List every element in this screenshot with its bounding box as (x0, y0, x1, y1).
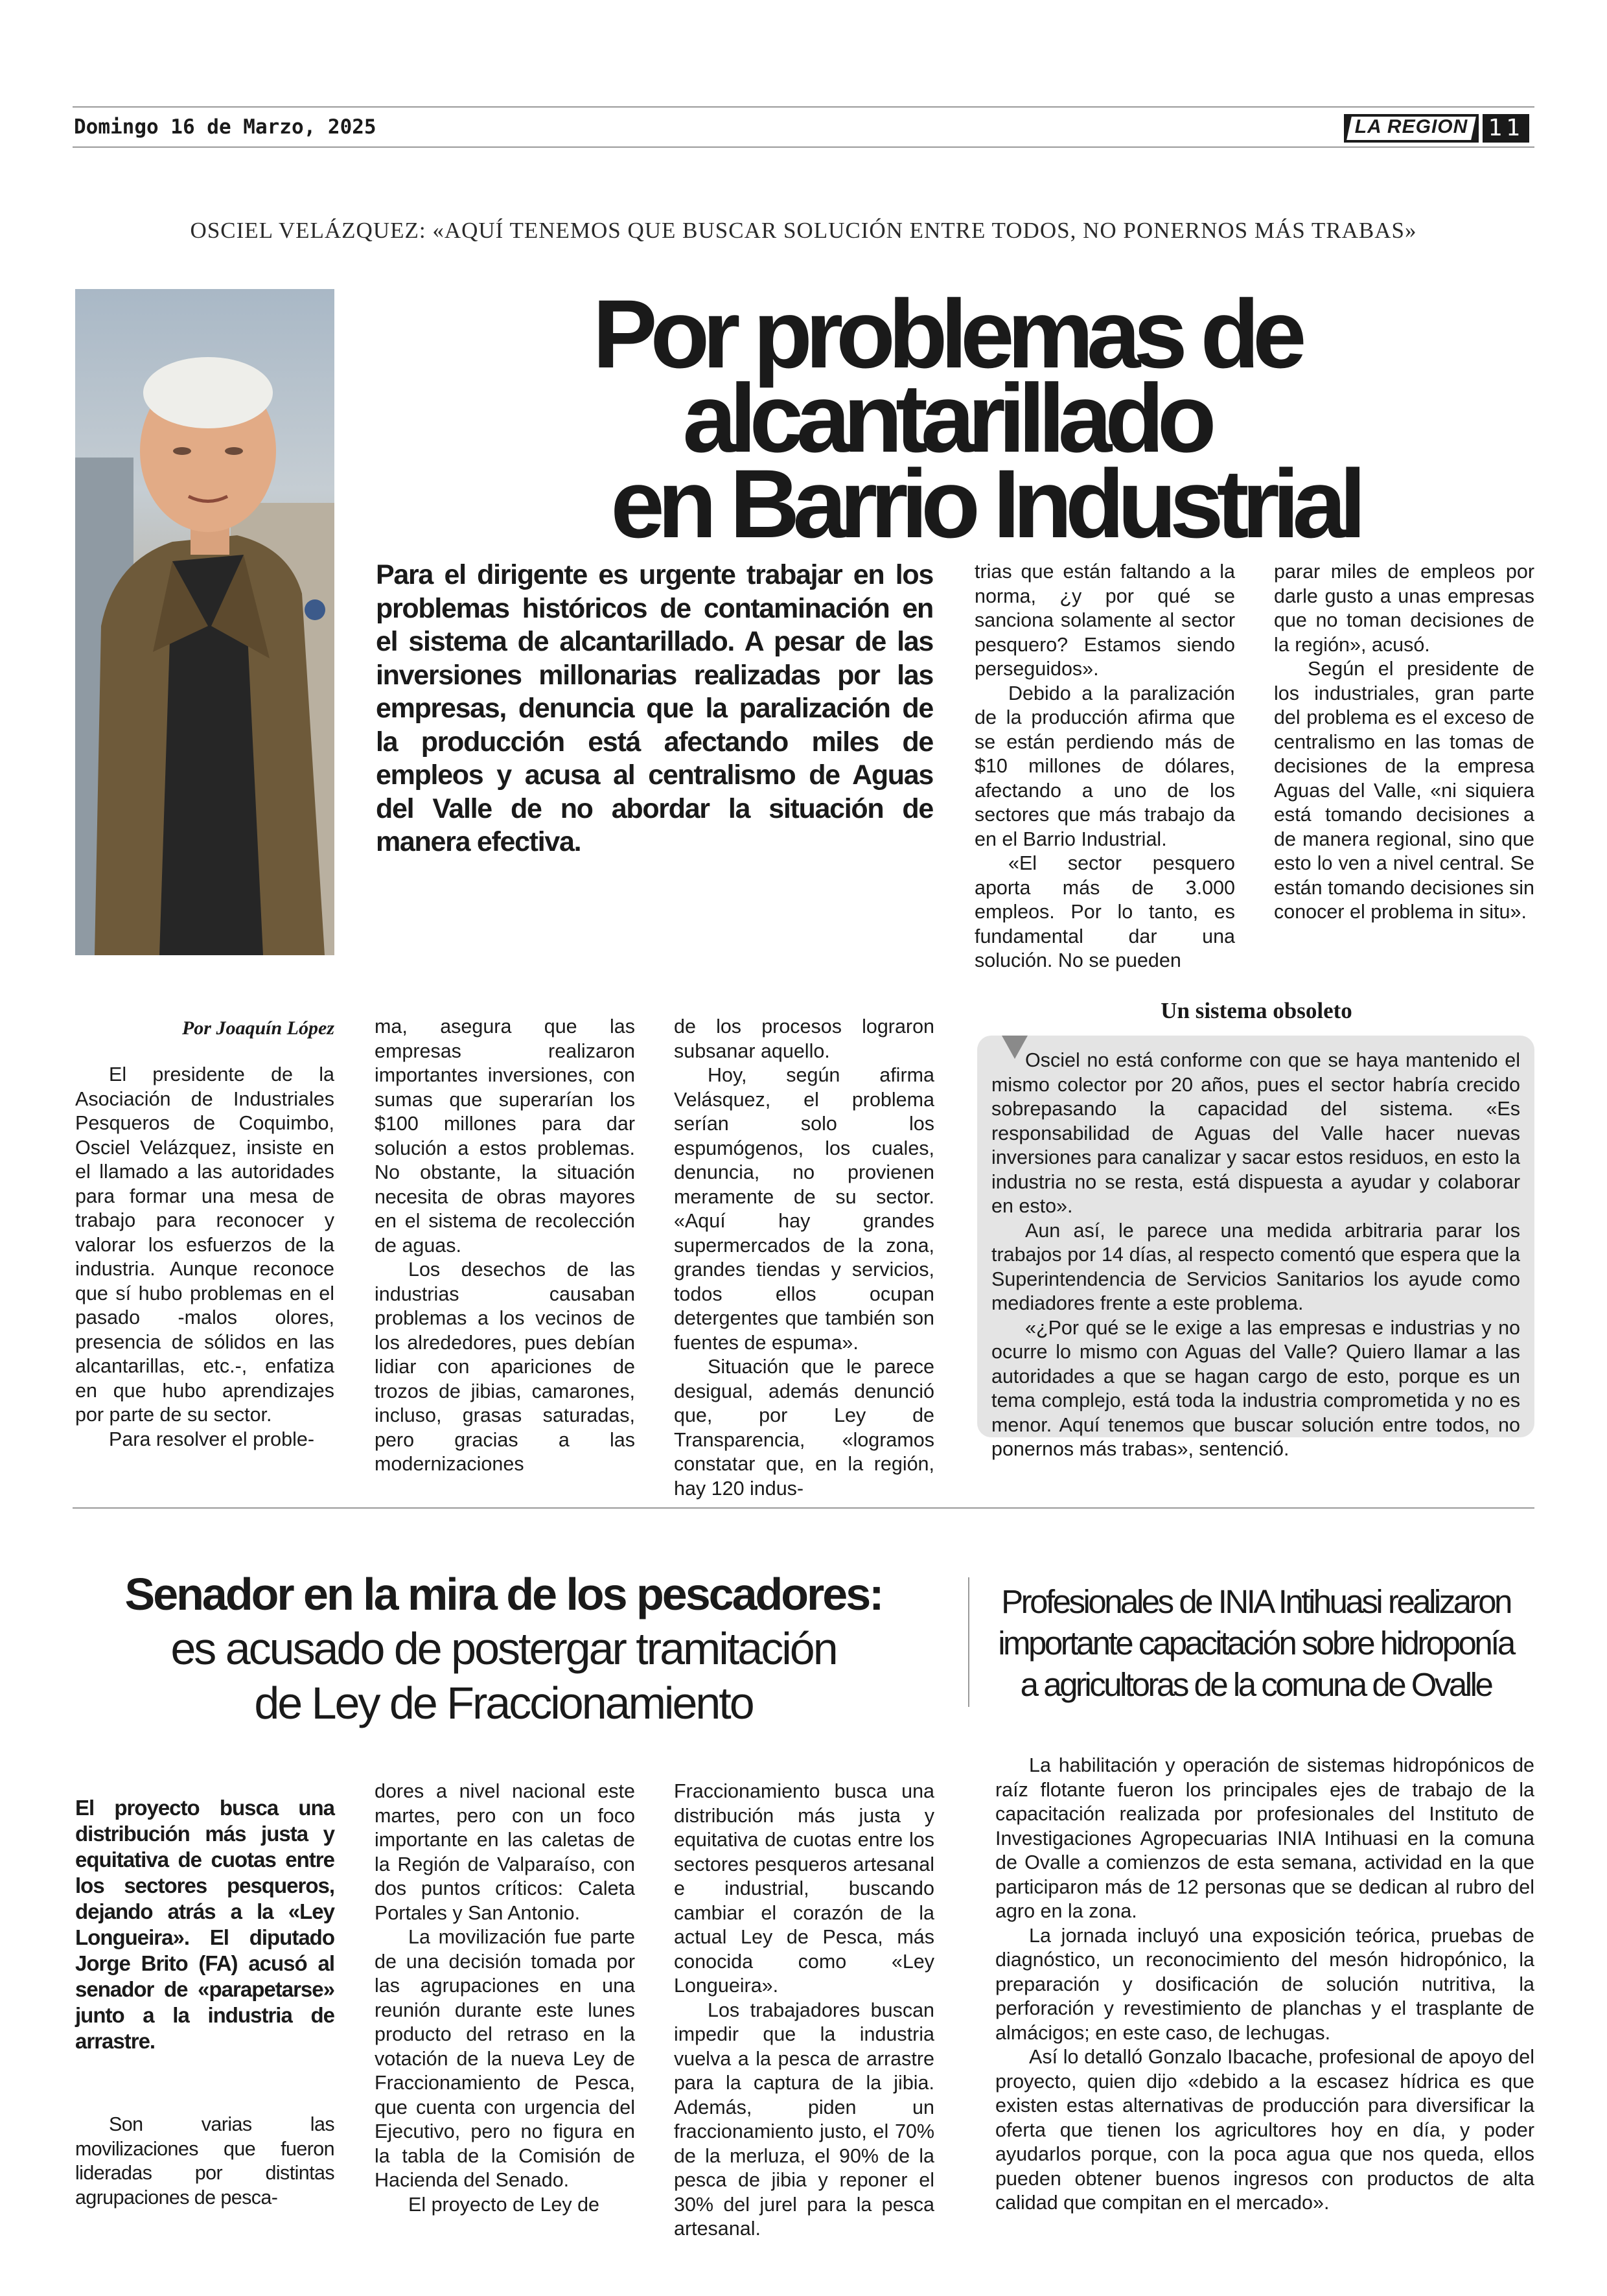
paragraph: Son varias las movilizaciones que fueron lideradas por distintas agrupaciones de pesca- (75, 2113, 334, 2209)
main-body-col1 (75, 1063, 334, 1452)
paragraph: Osciel no está conforme con que se haya mantenido el mismo colector por 20 años, pues el sector habría crecido sobrepasando la capacidad del sistema. «Es responsabilidad de Aguas del Valle hacer nuevas inversiones para canalizar y sacar estos residuos, en esto la industria no se resta, está dispuesta a ayudar y colaborar en esto». (991, 1049, 1520, 1217)
issue-date: Domingo 16 de Marzo, 2025 (74, 115, 376, 139)
paragraph: Según el presidente de los industriales, gran parte del problema es el exceso de centralismo en las tomas de decisiones de la empresa Aguas del Valle, «ni siquiera está tomando decisiones a de manera regional, sino que esto lo ven a nivel central. Se están tomando decisiones sin conocer el problema in situ». (1274, 658, 1534, 923)
main-headline-line2: en Barrio Industrial (610, 449, 1359, 558)
sidebar-text (991, 1049, 1520, 1462)
main-lead: Para el dirigente es urgente trabajar en los problemas históricos de contaminación en el sistema de alcantarillado. A pesar de las inversiones millonarias realizadas por las empresas, denuncia que la paralización de la producción está afectando miles de empleos y acusa al centralismo de Aguas del Valle de no abordar la situación de manera efectiva. (376, 559, 933, 857)
paragraph: «¿Por qué se le exige a las empresas e industrias y no ocurre lo mismo con Aguas del Valle? Quiero llamar a las autoridades a que se hagan cargo de esto, porque es un tema complejo, está toda la industria comprometida y no es menor. Aquí tenemos que buscar solución entre todos, no ponernos más trabas», sentenció. (991, 1316, 1520, 1460)
senator-lead: El proyecto busca una distribución más justa y equitativa de cuotas entre los sectores pesqueros, dejando atrás a la «Ley Longueira». El diputado Jorge Brito (FA) acusó al senador de «parapetarse» junto a la industria de arrastre. (75, 1796, 334, 2053)
paragraph: Situación que le parece desigual, además denunció que, por Ley de Transparencia, «logramos constatar que, en la región, hay 120 indus- (674, 1356, 934, 1500)
brand-name: LA REGION (1354, 116, 1468, 137)
inia-headline-line1: Profesionales de INIA Intihuasi realizaron (1001, 1583, 1510, 1620)
inia-headline-line3: a agricultoras de la comuna de Ovalle (1020, 1666, 1492, 1703)
paragraph: «El sector pesquero aporta más de 3.000 empleos. Por lo tanto, es fundamental dar una solución. No se pueden (975, 852, 1235, 971)
senator-headline-line3: de Ley de Fraccionamiento (254, 1678, 753, 1728)
paragraph: El proyecto de Ley de (408, 2193, 600, 2216)
senator-col2 (375, 1780, 635, 2217)
inia-body (995, 1754, 1534, 2216)
paragraph: Los desechos de las industrias causaban problemas a los vecinos de los alrededores, pues debían lidiar con apariciones de trozos de jibias, camarones, incluso, grasas saturadas, pero gracias a las modernizaciones (375, 1258, 635, 1475)
senator-col3 (674, 1780, 934, 2242)
main-top-col2 (1274, 560, 1534, 925)
main-headline-line1: Por problemas de alcantarillado (592, 279, 1300, 472)
paragraph: Los trabajadores buscan impedir que la industria vuelva a la pesca de arrastre para la captura de la jibia. Además, piden un fraccionamiento justo, el 70% de la merluza, el 90% de la pesca de jibia y reponer el 30% del jurel para la pesca artesanal. (674, 1999, 934, 2240)
sidebar-box (977, 1036, 1534, 1460)
paragraph: Aun así, le parece una medida arbitraria parar los trabajos por 14 días, al respecto comentó que espera que la Superintendencia de Servicios Sanitarios los ayude como mediadores frente a este problema. (991, 1219, 1520, 1314)
header-top-rule (73, 106, 1534, 108)
senator-headline-line1: Senador en la mira de los pescadores: (124, 1569, 883, 1619)
main-kicker: OSCIEL VELÁZQUEZ: «AQUÍ TENEMOS QUE BUSCAR SOLUCIÓN ENTRE TODOS, NO PONERNOS MÁS TRABAS» (190, 218, 1417, 243)
senator-headline-line2: es acusado de postergar tramitación (170, 1623, 837, 1674)
main-body-col3 (674, 1015, 934, 1501)
paragraph: de los procesos lograron subsanar aquello. (674, 1015, 934, 1062)
paragraph: parar miles de empleos por darle gusto a unas empresas que no toman decisiones de la región», acusó. (1274, 561, 1534, 656)
paragraph: Así lo detalló Gonzalo Ibacache, profesional de apoyo del proyecto, quien dijo «debido a la escasez hídrica es que existen estas alternativas de producción para diversificar la oferta que tienen los agricultores hoy en día, y poder ayudarlos porque, con la poca agua que nos queda, ellos pueden obtener buenos ingresos con productos de alta calidad que compitan en el mercado». (995, 2046, 1534, 2214)
main-top-col1 (975, 560, 1235, 973)
portrait-illustration (75, 289, 334, 955)
paragraph: Fraccionamiento busca una distribución más justa y equitativa de cuotas entre los sectores pesqueros artesanal e industrial, buscando cambiar el corazón de la actual Ley de Pesca, más conocida como «Ley Longueira». (674, 1780, 934, 1997)
brand-badge (1344, 114, 1479, 143)
inia-headline-line2: importante capacitación sobre hidroponía (998, 1625, 1514, 1662)
paragraph: La movilización fue parte de una decisión tomada por las agrupaciones en una reunión durante este lunes producto del retraso en la votación de la nueva Ley de Fraccionamiento de Pesca, que cuenta con urgencia del Ejecutivo, pero no figura en la tabla de la Comisión de Hacienda del Senado. (375, 1926, 635, 2191)
paragraph: Para resolver el proble- (109, 1428, 315, 1450)
paragraph: Hoy, según afirma Velásquez, el problema serían solo los espumógenos, los cuales, denuncia, no provienen meramente de su sector. «Aquí hay grandes supermercados de la zona, grandes tiendas y servicios, todos ellos ocupan detergentes que también son fuentes de espuma». (674, 1064, 934, 1354)
page-number: 11 (1483, 114, 1529, 143)
main-body-col2 (375, 1015, 635, 1477)
paragraph: trias que están faltando a la norma, ¿y por qué se sanciona solamente al sector pesquero? Estamos siendo perseguidos». (975, 561, 1235, 680)
paragraph: El presidente de la Asociación de Industriales Pesqueros de Coquimbo, Osciel Velázquez, insiste en el llamado a las autoridades para formar una mesa de trabajo para reconocer y valorar los esfuerzos de la industria. Aunque reconoce que sí hubo problemas en el pasado -malos olores, presencia de sólidos en las alcantarillas, etc.-, enfatiza en que hubo aprendizajes por parte de su sector. (75, 1063, 334, 1426)
portrait-photo (75, 289, 334, 955)
paragraph: ma, asegura que las empresas realizaron importantes inversiones, con sumas que superarían los $100 millones para dar solución a estos problemas. No obstante, la situación necesita de obras mayores en el sistema de recolección de aguas. (375, 1015, 635, 1257)
paragraph: La habilitación y operación de sistemas hidropónicos de raíz flotante fueron los principales ejes de trabajo de la capacitación realizada por profesionales del Instituto de Investigaciones Agropecuarias INIA Intihuasi en la comuna de Ovalle a comienzos de esta semana, actividad en la que participaron más de 12 personas que se dedican al rubro del agro en la zona. (995, 1754, 1534, 1922)
senator-headline (73, 1567, 934, 1730)
header-bottom-rule (73, 146, 1534, 148)
column-divider (968, 1577, 969, 1707)
sidebar-title: Un sistema obsoleto (1161, 998, 1352, 1023)
section-divider (73, 1507, 1534, 1509)
senator-col1-text (75, 2113, 334, 2210)
paragraph: Debido a la paralización de la producción afirma que se están perdiendo más de $10 millones de dólares, afectando a uno de los sectores que más trabajo da en el Barrio Industrial. (975, 682, 1235, 850)
main-headline (363, 279, 1529, 558)
byline: Por Joaquín López (181, 1017, 334, 1039)
paragraph: dores a nivel nacional este martes, pero con un foco importante en las caletas de la Región de Valparaíso, con dos puntos críticos: Caleta Portales y San Antonio. (375, 1780, 635, 1924)
paragraph: La jornada incluyó una exposición teórica, pruebas de diagnóstico, un reconocimiento del mesón hidropónico, la preparación y dosificación de solución nutritiva, la perforación y revestimiento de planchas y el trasplante de almácigos; en este caso, de lechugas. (995, 1924, 1534, 2044)
inia-headline (977, 1581, 1534, 1706)
